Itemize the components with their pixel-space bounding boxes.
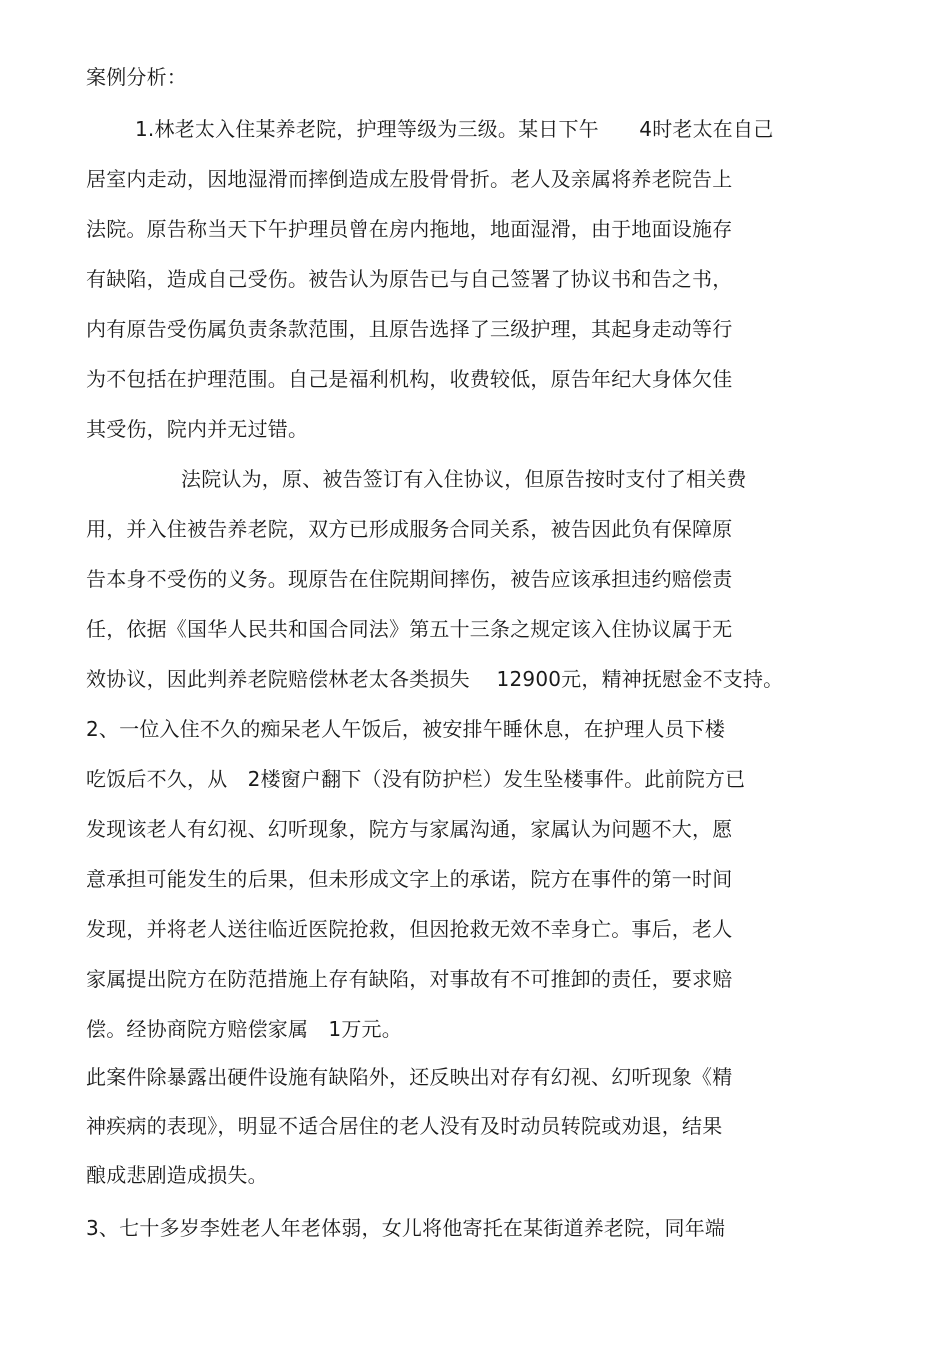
text-line: 法院。原告称当天下午护理员曾在房内拖地，地面湿滑，由于地面设施存 [86, 217, 733, 241]
text-line: 1.林老太入住某养老院，护理等级为三级。某日下午 4时老太在自己 [135, 117, 774, 141]
text-line: 发现该老人有幻视、幻听现象，院方与家属沟通，家属认为问题不大，愿 [86, 817, 733, 841]
text-line: 居室内走动，因地湿滑而摔倒造成左股骨骨折。老人及亲属将养老院告上 [86, 167, 733, 191]
document-heading: 案例分析： [86, 65, 187, 89]
text-line: 家属提出院方在防范措施上存有缺陷，对事故有不可推卸的责任，要求赔 [86, 967, 733, 991]
text-line: 吃饭后不久，从 2楼窗户翻下（没有防护栏）发生坠楼事件。此前院方已 [86, 767, 746, 791]
text-line: 其受伤，院内并无过错。 [86, 417, 309, 441]
text-line: 发现，并将老人送往临近医院抢救，但因抢救无效不幸身亡。事后，老人 [86, 917, 733, 941]
text-line: 法院认为，原、被告签订有入住协议，但原告按时支付了相关费 [181, 467, 747, 491]
text-line: 3、七十多岁李姓老人年老体弱，女儿将他寄托在某街道养老院，同年端 [86, 1216, 726, 1240]
text-line: 有缺陷，造成自己受伤。被告认为原告已与自己签署了协议书和告之书， [86, 267, 733, 291]
text-line: 告本身不受伤的义务。现原告在住院期间摔伤，被告应该承担违约赔偿责 [86, 567, 733, 591]
text-line: 酿成悲剧造成损失。 [86, 1163, 268, 1187]
text-line: 任，依据《国华人民共和国合同法》第五十三条之规定该入住协议属于无 [86, 617, 733, 641]
text-line: 效协议，因此判养老院赔偿林老太各类损失 12900元，精神抚慰金不支持。 [86, 667, 784, 691]
text-line: 偿。经协商院方赔偿家属 1万元。 [86, 1017, 402, 1041]
text-line: 神疾病的表现》，明显不适合居住的老人没有及时动员转院或劝退，结果 [86, 1114, 723, 1138]
text-line: 内有原告受伤属负责条款范围，且原告选择了三级护理，其起身走动等行 [86, 317, 733, 341]
text-line: 意承担可能发生的后果，但未形成文字上的承诺，院方在事件的第一时间 [86, 867, 733, 891]
text-line: 为不包括在护理范围。自己是福利机构，收费较低，原告年纪大身体欠佳 [86, 367, 733, 391]
text-line: 2、一位入住不久的痴呆老人午饭后，被安排午睡休息，在护理人员下楼 [86, 717, 726, 741]
text-line: 此案件除暴露出硬件设施有缺陷外，还反映出对存有幻视、幻听现象《精 [86, 1065, 733, 1089]
text-line: 用，并入住被告养老院，双方已形成服务合同关系，被告因此负有保障原 [86, 517, 733, 541]
